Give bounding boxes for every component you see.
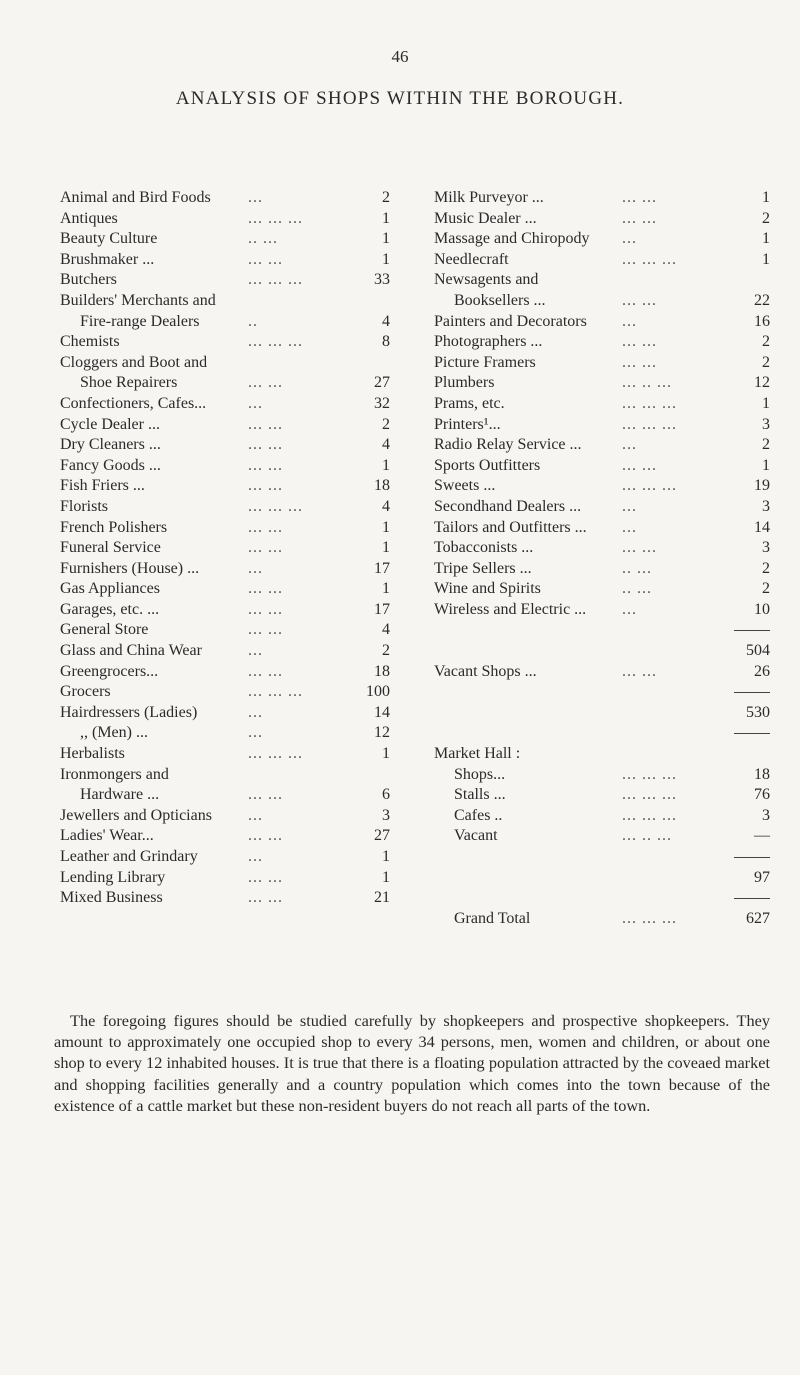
leader-dots: .. ... bbox=[248, 230, 278, 248]
shop-count: 1 bbox=[382, 250, 390, 268]
leader-dots: ... ... bbox=[622, 353, 657, 371]
shop-count: 1 bbox=[762, 394, 770, 412]
table-row bbox=[60, 373, 390, 394]
leader-dots: ... bbox=[622, 312, 637, 330]
shop-type-label: Jewellers and Opticians bbox=[60, 806, 212, 824]
shop-count: 1 bbox=[382, 230, 390, 248]
shop-count: 8 bbox=[382, 333, 390, 351]
leader-dots: ... ... ... bbox=[622, 250, 677, 268]
table-row bbox=[434, 476, 770, 497]
shop-count: 1 bbox=[762, 230, 770, 248]
leader-dots: ... ... bbox=[248, 580, 283, 598]
leader-dots: ... ... bbox=[622, 291, 657, 309]
total-rule bbox=[434, 620, 770, 641]
table-row bbox=[60, 435, 390, 456]
leader-dots: ... ... bbox=[248, 415, 283, 433]
leader-dots: .. ... bbox=[622, 559, 652, 577]
leader-dots: ... ... bbox=[248, 436, 283, 454]
shop-type-label: Painters and Decorators bbox=[434, 312, 587, 330]
leader-dots: ... bbox=[248, 806, 263, 824]
shop-count: 2 bbox=[762, 559, 770, 577]
shop-count: 1 bbox=[762, 456, 770, 474]
table-row bbox=[434, 641, 770, 662]
table-row bbox=[434, 250, 770, 271]
table-row bbox=[434, 353, 770, 374]
table-row bbox=[434, 415, 770, 436]
leader-dots: ... ... ... bbox=[622, 806, 677, 824]
shop-count: 32 bbox=[374, 394, 390, 412]
shop-type-label: Newsagents and bbox=[434, 271, 539, 289]
shop-count: 100 bbox=[366, 683, 390, 701]
table-row bbox=[434, 332, 770, 353]
table-row bbox=[434, 600, 770, 621]
shop-count: 1 bbox=[382, 848, 390, 865]
leader-dots: ... bbox=[248, 642, 263, 660]
leader-dots: ... bbox=[248, 848, 263, 865]
table-row bbox=[60, 765, 390, 786]
shop-type-label: Florists bbox=[60, 497, 109, 515]
total-rule bbox=[434, 847, 770, 868]
leader-dots: ... ... bbox=[248, 621, 283, 639]
shop-type-label: Dry Cleaners ... bbox=[60, 436, 161, 454]
table-row bbox=[60, 332, 390, 353]
shop-type-label: Picture Framers bbox=[434, 353, 536, 371]
table-row bbox=[434, 188, 770, 209]
total-rule bbox=[434, 682, 770, 703]
leader-dots: ... ... ... bbox=[622, 415, 677, 433]
table-row bbox=[434, 394, 770, 415]
shop-type-label: Butchers bbox=[60, 271, 117, 289]
rule-line bbox=[734, 630, 770, 631]
leader-dots: ... ... ... bbox=[248, 745, 303, 763]
shop-count: 6 bbox=[382, 786, 390, 804]
table-row bbox=[60, 826, 390, 847]
shop-type-label: Greengrocers... bbox=[60, 662, 159, 680]
leader-dots: ... ... bbox=[622, 456, 657, 474]
table-row bbox=[434, 291, 770, 312]
table-row bbox=[60, 456, 390, 477]
shop-count: 4 bbox=[382, 312, 390, 330]
shop-type-label: Shoe Repairers bbox=[80, 374, 178, 392]
table-row bbox=[60, 559, 390, 580]
table-row bbox=[60, 353, 390, 374]
shop-type-label: Mixed Business bbox=[60, 889, 163, 907]
leader-dots: ... .. ... bbox=[622, 827, 672, 845]
table-row bbox=[434, 312, 770, 333]
shop-type-label: Builders' Merchants and bbox=[60, 291, 216, 309]
table-row bbox=[434, 909, 770, 930]
leader-dots: ... ... ... bbox=[622, 765, 677, 783]
shop-type-label: Cloggers and Boot and bbox=[60, 353, 208, 371]
table-row bbox=[60, 662, 390, 683]
leader-dots: ... bbox=[622, 230, 637, 248]
table-row bbox=[60, 703, 390, 724]
shop-count: 3 bbox=[762, 415, 770, 433]
leader-dots: ... ... ... bbox=[248, 209, 303, 227]
shop-count: 2 bbox=[762, 580, 770, 598]
shop-count: 1 bbox=[382, 518, 390, 536]
shop-type-label: Wine and Spirits bbox=[434, 580, 541, 598]
shop-count: 10 bbox=[754, 600, 770, 618]
shop-count: 16 bbox=[754, 312, 770, 330]
leader-dots: ... ... ... bbox=[622, 786, 677, 804]
table-row bbox=[60, 785, 390, 806]
shop-type-label: Funeral Service bbox=[60, 539, 161, 557]
shop-count: 22 bbox=[754, 291, 770, 309]
leader-dots: ... ... bbox=[248, 786, 283, 804]
table-row bbox=[60, 476, 390, 497]
leader-dots: ... bbox=[622, 497, 637, 515]
shop-count: 2 bbox=[762, 209, 770, 227]
shop-type-label: Grand Total bbox=[454, 909, 531, 927]
shop-type-label: Leather and Grindary bbox=[60, 848, 198, 865]
shop-type-label: Brushmaker ... bbox=[60, 250, 155, 268]
shop-type-label: Grocers bbox=[60, 683, 111, 701]
shop-count: 17 bbox=[374, 559, 390, 577]
table-row bbox=[60, 270, 390, 291]
leader-dots: ... ... ... bbox=[248, 271, 303, 289]
shop-type-label: Ladies' Wear... bbox=[60, 827, 154, 845]
table-row bbox=[434, 662, 770, 683]
table-row bbox=[60, 291, 390, 312]
shop-count: 18 bbox=[374, 477, 390, 495]
shop-type-label: Gas Appliances bbox=[60, 580, 160, 598]
table-row bbox=[434, 270, 770, 291]
shop-type-label: Market Hall : bbox=[434, 745, 521, 763]
shop-count: 4 bbox=[382, 497, 390, 515]
shop-type-label: Booksellers ... bbox=[454, 291, 546, 309]
page-title: ANALYSIS OF SHOPS WITHIN THE BOROUGH. bbox=[175, 88, 625, 109]
shop-type-label: Photographers ... bbox=[434, 333, 543, 351]
table-row bbox=[434, 785, 770, 806]
shop-type-label: Music Dealer ... bbox=[434, 209, 537, 227]
shop-type-label: Milk Purveyor ... bbox=[434, 189, 544, 206]
table-row bbox=[60, 600, 390, 621]
table-row bbox=[434, 538, 770, 559]
table-row bbox=[60, 394, 390, 415]
table-row bbox=[60, 620, 390, 641]
rule-line bbox=[734, 733, 770, 734]
leader-dots: ... ... ... bbox=[248, 683, 303, 701]
shop-type-label: Secondhand Dealers ... bbox=[434, 497, 582, 515]
leader-dots: ... bbox=[248, 703, 263, 721]
table-row bbox=[434, 806, 770, 827]
shop-count: 3 bbox=[762, 806, 770, 824]
shop-type-label: Vacant Shops ... bbox=[434, 662, 537, 680]
leader-dots: ... bbox=[622, 600, 637, 618]
total-rule bbox=[434, 723, 770, 744]
rule-line bbox=[734, 898, 770, 899]
table-row bbox=[60, 497, 390, 518]
leader-dots: ... ... bbox=[622, 209, 657, 227]
shop-count: 2 bbox=[762, 436, 770, 454]
leader-dots: ... bbox=[248, 559, 263, 577]
table-row bbox=[60, 188, 390, 209]
table-row bbox=[434, 435, 770, 456]
table-row bbox=[60, 415, 390, 436]
leader-dots: ... ... bbox=[248, 868, 283, 886]
leader-dots: ... ... bbox=[248, 539, 283, 557]
right-column bbox=[434, 188, 770, 929]
shop-type-label: Massage and Chiropody bbox=[434, 230, 590, 248]
page-number: 46 bbox=[391, 47, 409, 66]
shop-type-label: Stalls ... bbox=[454, 786, 506, 804]
leader-dots: ... ... bbox=[248, 374, 283, 392]
table-row bbox=[60, 806, 390, 827]
shop-count: 530 bbox=[746, 703, 770, 721]
shop-count: 1 bbox=[382, 209, 390, 227]
table-row bbox=[434, 868, 770, 889]
shop-count: 33 bbox=[374, 271, 390, 289]
leader-dots: ... ... bbox=[622, 189, 657, 206]
table-row bbox=[60, 641, 390, 662]
table-row bbox=[60, 538, 390, 559]
shop-count: 1 bbox=[762, 250, 770, 268]
shop-count: 1 bbox=[382, 456, 390, 474]
leader-dots: ... ... bbox=[248, 827, 283, 845]
table-row bbox=[60, 744, 390, 765]
leader-dots: ... ... bbox=[248, 518, 283, 536]
shop-count: 1 bbox=[382, 868, 390, 886]
table-row bbox=[434, 703, 770, 724]
table-row bbox=[60, 579, 390, 600]
table-row bbox=[60, 209, 390, 230]
shop-type-label: French Polishers bbox=[60, 518, 168, 536]
shop-count: 18 bbox=[374, 662, 390, 680]
table-row bbox=[60, 682, 390, 703]
table-row bbox=[434, 559, 770, 580]
shop-type-label: Herbalists bbox=[60, 745, 125, 763]
rule-line bbox=[734, 857, 770, 858]
shop-type-label: Fish Friers ... bbox=[60, 477, 145, 495]
shop-count: 2 bbox=[762, 353, 770, 371]
leader-dots: ... ... ... bbox=[622, 909, 677, 927]
shop-count: 1 bbox=[382, 539, 390, 557]
table-row bbox=[434, 826, 770, 847]
shop-type-label: Vacant bbox=[454, 827, 498, 845]
shop-count: 2 bbox=[762, 333, 770, 351]
leader-dots: ... ... ... bbox=[248, 333, 303, 351]
shop-count: 3 bbox=[382, 806, 390, 824]
shop-type-label: Animal and Bird Foods bbox=[60, 189, 211, 206]
shop-count: 12 bbox=[374, 724, 390, 742]
shop-count: 97 bbox=[754, 868, 770, 886]
shop-count: 1 bbox=[382, 745, 390, 763]
table-row bbox=[60, 723, 390, 744]
shop-type-label: Sports Outfitters bbox=[434, 456, 541, 474]
shop-type-label: Furnishers (House) ... bbox=[60, 559, 200, 577]
table-row bbox=[434, 209, 770, 230]
shop-type-label: Garages, etc. ... bbox=[60, 600, 160, 618]
leader-dots: .. ... bbox=[622, 580, 652, 598]
shop-count: 76 bbox=[754, 786, 770, 804]
leader-dots: ... bbox=[622, 436, 637, 454]
shop-type-label: Tripe Sellers ... bbox=[434, 559, 532, 577]
shop-count: 21 bbox=[374, 889, 390, 907]
leader-dots: ... ... ... bbox=[622, 394, 677, 412]
shop-count: 12 bbox=[754, 374, 770, 392]
leader-dots: ... ... bbox=[248, 250, 283, 268]
shop-count: 14 bbox=[374, 703, 390, 721]
shop-type-label: Glass and China Wear bbox=[60, 642, 202, 660]
rule-line bbox=[734, 692, 770, 693]
table-row bbox=[434, 765, 770, 786]
shop-type-label: Radio Relay Service ... bbox=[434, 436, 582, 454]
shop-type-label: Sweets ... bbox=[434, 477, 496, 495]
shop-count: 4 bbox=[382, 436, 390, 454]
table-row bbox=[60, 229, 390, 250]
shop-count: — bbox=[754, 827, 770, 845]
shop-type-label: Chemists bbox=[60, 333, 120, 351]
leader-dots: ... ... bbox=[622, 539, 657, 557]
leader-dots: ... bbox=[622, 518, 637, 536]
shop-type-label: Prams, etc. bbox=[434, 394, 505, 412]
shop-type-label: Tobacconists ... bbox=[434, 539, 534, 557]
leader-dots: ... bbox=[248, 724, 263, 742]
shop-type-label: Hairdressers (Ladies) bbox=[60, 703, 198, 721]
shop-count: 27 bbox=[374, 827, 390, 845]
shop-count: 2 bbox=[382, 189, 390, 206]
shop-type-label: Antiques bbox=[60, 209, 118, 227]
shop-count: 504 bbox=[746, 642, 770, 660]
table-row bbox=[60, 518, 390, 539]
leader-dots: ... ... bbox=[248, 662, 283, 680]
shop-type-label: Plumbers bbox=[434, 374, 495, 392]
table-row bbox=[60, 868, 390, 889]
shop-type-label: Fire-range Dealers bbox=[80, 312, 200, 330]
shop-count: 3 bbox=[762, 539, 770, 557]
shop-type-label: Beauty Culture bbox=[60, 230, 158, 248]
shop-type-label: Printers¹... bbox=[434, 415, 501, 433]
table-row bbox=[434, 229, 770, 250]
table-row bbox=[60, 312, 390, 333]
table-row bbox=[434, 456, 770, 477]
leader-dots: ... bbox=[248, 189, 263, 206]
table-row bbox=[434, 518, 770, 539]
shop-type-label: Wireless and Electric ... bbox=[434, 600, 587, 618]
leader-dots: .. bbox=[248, 312, 258, 330]
table-row bbox=[434, 579, 770, 600]
table-row bbox=[434, 373, 770, 394]
shop-type-label: Hardware ... bbox=[80, 786, 160, 804]
shop-type-label: Shops... bbox=[454, 765, 506, 783]
leader-dots: ... ... bbox=[248, 600, 283, 618]
leader-dots: ... .. ... bbox=[622, 374, 672, 392]
shop-count: 1 bbox=[762, 189, 770, 206]
table-row bbox=[434, 497, 770, 518]
shop-count: 1 bbox=[382, 580, 390, 598]
shop-count: 27 bbox=[374, 374, 390, 392]
shop-type-label: Cafes .. bbox=[454, 806, 503, 824]
shop-type-label: Lending Library bbox=[60, 868, 166, 886]
leader-dots: ... ... ... bbox=[622, 477, 677, 495]
shop-type-label: Needlecraft bbox=[434, 250, 509, 268]
shop-count: 19 bbox=[754, 477, 770, 495]
leader-dots: ... ... ... bbox=[248, 497, 303, 515]
shop-type-label: Cycle Dealer ... bbox=[60, 415, 160, 433]
shop-count: 627 bbox=[746, 909, 770, 927]
shop-count: 2 bbox=[382, 642, 390, 660]
shop-count: 17 bbox=[374, 600, 390, 618]
shop-count: 2 bbox=[382, 415, 390, 433]
total-rule bbox=[434, 888, 770, 909]
shop-count: 14 bbox=[754, 518, 770, 536]
body-paragraph: The foregoing figures should be studied carefully by shopkeepers and prospective shopkeepers. They amount to approximately one occupied shop to every 34 persons, men, women and children, or about one shop to every 12 inhabited houses. It is true that there is a floating population attracted by the coveaed market and shopping facilities generally and a country population which comes into the town because of the existence of a cattle market but these non-resident buyers do not reach all parts of the town. bbox=[54, 1011, 770, 1115]
shop-type-label: General Store bbox=[60, 621, 149, 639]
shop-type-label: ,, (Men) ... bbox=[80, 724, 148, 742]
leader-dots: ... ... bbox=[248, 889, 283, 907]
table-row bbox=[434, 744, 770, 765]
shop-count: 3 bbox=[762, 497, 770, 515]
shop-type-label: Tailors and Outfitters ... bbox=[434, 518, 587, 536]
shop-count: 18 bbox=[754, 765, 770, 783]
table-row bbox=[60, 888, 390, 909]
left-column bbox=[60, 188, 390, 909]
table-row bbox=[60, 847, 390, 868]
leader-dots: ... ... bbox=[622, 333, 657, 351]
shop-count: 26 bbox=[754, 662, 770, 680]
shop-type-label: Confectioners, Cafes... bbox=[60, 394, 207, 412]
shop-type-label: Fancy Goods ... bbox=[60, 456, 161, 474]
leader-dots: ... ... bbox=[622, 662, 657, 680]
table-row bbox=[60, 250, 390, 271]
leader-dots: ... ... bbox=[248, 477, 283, 495]
leader-dots: ... ... bbox=[248, 456, 283, 474]
shop-type-label: Ironmongers and bbox=[60, 765, 169, 783]
shop-count: 4 bbox=[382, 621, 390, 639]
leader-dots: ... bbox=[248, 394, 263, 412]
